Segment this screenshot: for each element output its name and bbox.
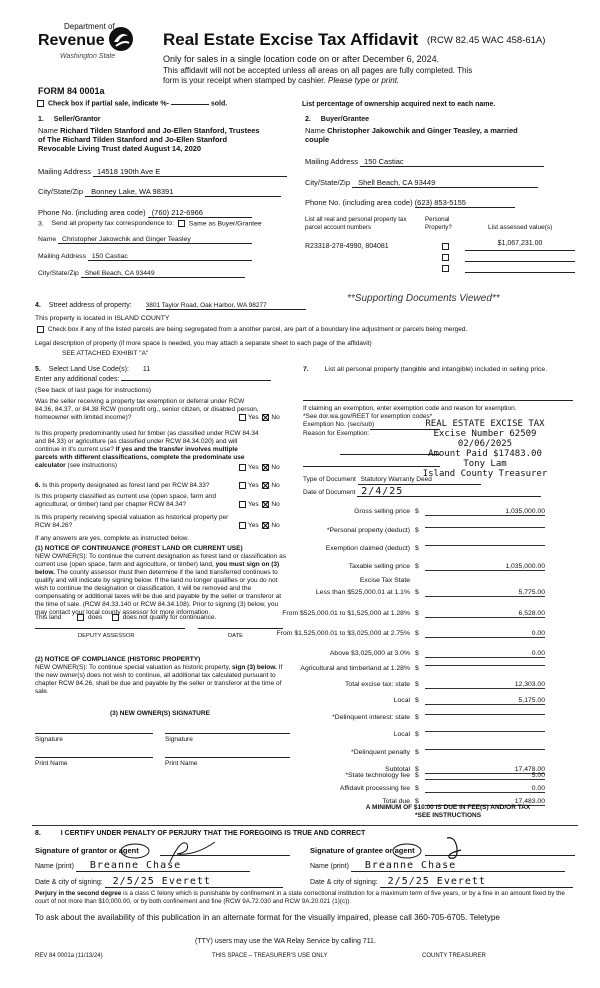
owner-signature-line-2[interactable] bbox=[165, 733, 290, 734]
perjury-bold: Perjury in the second degree bbox=[35, 890, 122, 897]
dollar-sign: $ bbox=[415, 527, 419, 534]
dollar-sign: $ bbox=[415, 610, 419, 617]
calc-value-field[interactable] bbox=[425, 545, 545, 546]
q2-no-label: No bbox=[271, 464, 280, 472]
seller-city-row bbox=[38, 187, 281, 197]
calc-label: Gross selling price bbox=[354, 508, 410, 515]
does-not-label: does not qualify for continuance. bbox=[122, 614, 217, 622]
q1-yes-checkbox[interactable] bbox=[239, 414, 246, 421]
q6-no-checkbox[interactable] bbox=[262, 482, 269, 489]
calc-row bbox=[300, 749, 550, 759]
q6c-answers bbox=[237, 522, 280, 530]
subtitle-3 bbox=[163, 76, 399, 85]
stamp-line-2: Excise Number 62509 bbox=[433, 429, 537, 439]
grantor-name-field[interactable]: Breanne Chase bbox=[76, 860, 250, 872]
partial-sale-label-b: sold. bbox=[210, 100, 228, 108]
calc-label: *State technology fee bbox=[345, 772, 410, 779]
q6b-answers bbox=[237, 501, 280, 509]
rev-number: REV 84 0001a (11/13/24) bbox=[35, 953, 103, 959]
subtitle-3b: Please type or print. bbox=[327, 76, 400, 85]
calc-row bbox=[300, 650, 550, 660]
same-as-buyer-label: Same as Buyer/Grantee bbox=[188, 220, 262, 228]
q1-no-label: No bbox=[271, 414, 280, 422]
dollar-sign: $ bbox=[415, 772, 419, 779]
dollar-sign: $ bbox=[415, 766, 419, 773]
parcel-col-2b: Property? bbox=[425, 224, 452, 231]
parcel-col-2 bbox=[425, 216, 452, 232]
buyer-mailing-row bbox=[305, 157, 544, 167]
exemption-see: *See dor.wa.gov/REET for exemption codes* bbox=[303, 413, 433, 420]
certify-text: I CERTIFY UNDER PENALTY OF PERJURY THAT THE FOREGOING IS TRUE AND CORRECT bbox=[60, 830, 366, 837]
dollar-sign: $ bbox=[415, 731, 419, 738]
same-as-buyer-checkbox[interactable] bbox=[178, 220, 185, 227]
grantee-date-label: Date & city of signing: bbox=[310, 879, 378, 886]
seller-phone-field[interactable]: (760) 212-6966 bbox=[148, 208, 252, 218]
type-doc-label: Type of Document bbox=[303, 476, 356, 483]
q2-yes-checkbox[interactable] bbox=[239, 464, 246, 471]
q1-answers bbox=[237, 414, 280, 422]
question-exemption: Was the seller receiving a property tax exemption or deferral under RCW 84.36, 84.37, or 84.38 RCW (nonprofit org., senior citizen, or disabled person, homeowner with limited income)? bbox=[35, 398, 259, 421]
buyer-num: 2. bbox=[305, 116, 311, 123]
calc-value-field[interactable]: 12,303.00 bbox=[425, 681, 545, 689]
buyer-phone-row bbox=[305, 198, 515, 208]
seller-mailing-row bbox=[38, 167, 287, 177]
segregated-row bbox=[35, 326, 467, 333]
calc-label: Local bbox=[393, 731, 410, 738]
calc-value-field[interactable]: 1,035,000.00 bbox=[425, 563, 545, 571]
grantee-date-field[interactable]: 2/5/25 Everett bbox=[380, 876, 573, 888]
grantor-date-label: Date & city of signing: bbox=[35, 879, 103, 886]
assessed-value-field[interactable] bbox=[465, 251, 575, 262]
see-back: (See back of last page for instructions) bbox=[35, 387, 151, 394]
perjury-body: is a class C felony which is punishable by confinement in a state correctional institution for a maximum term of five years, or by a fine in an amount fixed by the court of not more than $10,000.00, or by both confinement and fine (RCW 9A.72.030 and RCW 9A.20.021 (1)(c)). bbox=[35, 890, 565, 905]
seller-city-field[interactable]: Bonney Lake, WA 98391 bbox=[85, 187, 281, 197]
treasurer-stamp bbox=[420, 419, 550, 479]
send-mailing-field[interactable]: 150 Castiac bbox=[88, 253, 252, 261]
calc-label: Taxable selling price bbox=[348, 563, 410, 570]
send-name-field[interactable]: Christopher Jakowchik and Ginger Teasley bbox=[58, 236, 252, 244]
land-use-label: Select Land Use Code(s): bbox=[48, 366, 129, 373]
segregated-checkbox[interactable] bbox=[37, 326, 44, 333]
grantor-name-row bbox=[35, 860, 250, 872]
calc-label: Excise Tax State bbox=[359, 577, 410, 584]
partial-sale-checkbox[interactable] bbox=[37, 100, 44, 107]
buyer-name-label: Name bbox=[305, 126, 326, 135]
assessed-value-field[interactable]: $1,067,231.00 bbox=[465, 240, 575, 251]
send-city-row bbox=[38, 270, 245, 278]
property-label: Street address of property: bbox=[48, 302, 132, 309]
personal-num: 7. bbox=[303, 366, 309, 373]
question-timber bbox=[35, 430, 260, 470]
type-doc-field[interactable]: Statutory Warranty Deed bbox=[358, 476, 481, 485]
calc-label: Affidavit processing fee bbox=[339, 785, 410, 792]
seller-heading-text: Seller/Grantor bbox=[53, 116, 101, 123]
calc-label: Agricultural and timberland at 1.28% bbox=[300, 665, 410, 672]
notice-continuance-title: (1) NOTICE OF CONTINUANCE (FOREST LAND OR CURRENT USE) bbox=[35, 545, 243, 552]
personal-property-checkbox[interactable] bbox=[442, 254, 449, 261]
calc-value-field[interactable]: 5.00 bbox=[425, 772, 545, 780]
notice2-body-a: NEW OWNER(S): To continue special valuation as historic property, bbox=[35, 664, 232, 671]
buyer-name-block bbox=[305, 126, 585, 144]
dollar-sign: $ bbox=[415, 785, 419, 792]
q6c-no-checkbox[interactable] bbox=[262, 522, 269, 529]
parcel-col-1 bbox=[305, 216, 406, 232]
perjury-text bbox=[35, 890, 580, 906]
print-name-label-2: Print Name bbox=[165, 760, 198, 767]
certify-num: 8. bbox=[35, 830, 41, 837]
partial-sale-label-a: Check box if partial sale, indicate %- bbox=[47, 100, 169, 108]
q6b-yes-label: Yes bbox=[248, 501, 259, 509]
deputy-date-line[interactable] bbox=[198, 628, 283, 629]
county-treasurer: COUNTY TREASURER bbox=[422, 953, 486, 959]
parcel-col-1b: parcel account numbers bbox=[305, 224, 372, 231]
form-number: FORM 84 0001a bbox=[38, 86, 105, 96]
calc-row bbox=[276, 630, 550, 640]
subtitle-3a: form is your receipt when stamped by cashier. bbox=[163, 76, 326, 85]
does-checkbox[interactable] bbox=[77, 614, 84, 621]
personal-property-row bbox=[303, 366, 547, 373]
notice1-body-a: NEW OWNER(S): To continue the current designation as forest land or classification as current use (open space, farm and agriculture, or timber) land, bbox=[35, 553, 286, 568]
calc-row bbox=[282, 610, 550, 620]
calc-value-field[interactable]: 0.00 bbox=[425, 650, 545, 658]
calc-value-field[interactable] bbox=[425, 527, 545, 528]
notice1-body-c: The county assessor must then determine if the land transferred continues to qualify and will indicate by signing below. If the land no longer qualifies or you do not wish to continue the designation or classification, it will be removed and the compensating or additional taxes will be due and payable by the seller or transferor at the time of sale. (RCW 84.33.140 or RCW 84.34.108). Prior to signing (3) below, you may contact your local county assessor for more information. bbox=[35, 569, 282, 616]
send-row bbox=[38, 220, 262, 227]
calc-value-field[interactable]: 0.00 bbox=[425, 630, 545, 638]
seller-mailing-field[interactable]: 14518 190th Ave E bbox=[93, 167, 287, 177]
question-historic: Is this property receiving special valuation as historical property per RCW 84.26? bbox=[35, 514, 229, 529]
calc-label: Total due bbox=[382, 798, 410, 805]
parcel-col-3: List assessed value(s) bbox=[488, 224, 553, 231]
deputy-assessor-label: DEPUTY ASSESSOR bbox=[78, 633, 135, 639]
calc-label: From $525,000.01 to $1,525,000 at 1.28% bbox=[282, 610, 410, 617]
land-use-code-field[interactable]: 11 bbox=[142, 366, 151, 373]
question-timber-a: Is this property predominantly used for timber (as classified under RCW 84.34 and 84.33) or agriculture (as classified under RCW 84.34.020) and will continue in it's current use? bbox=[35, 430, 259, 453]
q6b-no-checkbox[interactable] bbox=[262, 501, 269, 508]
notice-continuance-body bbox=[35, 553, 290, 617]
grantor-date-field[interactable]: 2/5/25 Everett bbox=[105, 876, 283, 888]
print-name-label-1: Print Name bbox=[35, 760, 68, 767]
q6-no-label: No bbox=[271, 482, 280, 490]
calc-value-field[interactable]: 6,528.00 bbox=[425, 610, 545, 618]
grantee-signature-label: Signature of grantee or agent bbox=[310, 846, 415, 855]
property-address-row bbox=[35, 302, 306, 310]
dollar-sign: $ bbox=[415, 630, 419, 637]
calc-label: Total excise tax: state bbox=[345, 681, 410, 688]
print-name-line-2[interactable] bbox=[165, 757, 290, 758]
buyer-mailing-label: Mailing Address bbox=[305, 157, 358, 166]
send-num: 3. bbox=[38, 220, 44, 228]
dollar-sign: $ bbox=[415, 545, 419, 552]
q6b-yes-checkbox[interactable] bbox=[239, 501, 246, 508]
buyer-phone-field[interactable]: (623) 853-5155 bbox=[415, 198, 515, 208]
date-doc-label: Date of Document bbox=[303, 489, 356, 496]
logo-line3: Washington State bbox=[60, 53, 116, 60]
signature-label-2: Signature bbox=[165, 736, 193, 743]
seller-name-field[interactable]: Richard Tilden Stanford and Jo-Ellen Stanford, Trustees bbox=[60, 126, 260, 135]
stamp-line-1: REAL ESTATE EXCISE TAX bbox=[425, 419, 545, 429]
q6-yes-label: Yes bbox=[248, 482, 259, 490]
page-title: Real Estate Excise Tax Affidavit bbox=[163, 30, 419, 49]
legal-description-label: Legal description of property (if more space is needed, you may attach a separate sheet to each page of the affidavit) bbox=[35, 340, 372, 347]
send-city-label: City/State/Zip bbox=[38, 270, 79, 277]
seller-name-block bbox=[38, 126, 300, 153]
rcw-reference: (RCW 82.45 WAC 458-61A) bbox=[427, 35, 546, 46]
q6-num: 6. bbox=[35, 482, 41, 489]
additional-codes-label: Enter any additional codes: bbox=[35, 376, 120, 383]
calc-value-field[interactable]: 17,483.00 bbox=[425, 798, 545, 806]
seller-name-field-3[interactable]: Revocable Living Trust dated August 14, 2020 bbox=[38, 144, 202, 153]
calc-value-field[interactable]: 5,775.00 bbox=[425, 589, 545, 597]
calc-row bbox=[300, 681, 550, 691]
q6c-yes-checkbox[interactable] bbox=[239, 522, 246, 529]
calc-row bbox=[300, 563, 550, 573]
logo bbox=[38, 20, 138, 70]
calc-label: *Delinquent interest: state bbox=[332, 714, 410, 721]
calc-value-field[interactable] bbox=[425, 731, 545, 732]
subtitle-2: This affidavit will not be accepted unless all areas on all pages are fully completed. This bbox=[163, 66, 473, 75]
dollar-sign: $ bbox=[415, 665, 419, 672]
buyer-city-field[interactable]: Shell Beach, CA 93449 bbox=[352, 178, 538, 188]
partial-sale-row bbox=[35, 100, 227, 107]
q6-yes-checkbox[interactable] bbox=[239, 482, 246, 489]
additional-codes-row bbox=[35, 376, 271, 383]
question-timber-b: If yes and the transfer involves multiple parcels with different classifications, complete the predominate use calculator bbox=[35, 446, 245, 469]
logo-swirl-icon bbox=[108, 26, 134, 52]
parcel-col-2a: Personal bbox=[425, 216, 450, 223]
calc-value-field[interactable] bbox=[425, 749, 545, 750]
send-mailing-row bbox=[38, 253, 252, 261]
calc-row bbox=[300, 527, 550, 537]
grantor-date-row bbox=[35, 876, 283, 888]
this-land-label: This land bbox=[35, 614, 62, 622]
buyer-heading bbox=[305, 116, 369, 123]
calc-label: Above $3,025,000 at 3.0% bbox=[329, 650, 410, 657]
calc-label: Subtotal bbox=[385, 766, 410, 773]
calc-row bbox=[300, 731, 550, 741]
type-of-document-row bbox=[303, 476, 481, 485]
dollar-sign: $ bbox=[415, 697, 419, 704]
personal-label: List all personal property (tangible and intangible) included in selling price. bbox=[324, 366, 548, 373]
buyer-city-row bbox=[305, 178, 538, 188]
q2-yes-label: Yes bbox=[248, 464, 259, 472]
deputy-assessor-line[interactable] bbox=[35, 628, 185, 629]
dollar-sign: $ bbox=[415, 798, 419, 805]
dollar-sign: $ bbox=[415, 681, 419, 688]
additional-codes-field[interactable] bbox=[121, 380, 271, 381]
deputy-date-label: DATE bbox=[228, 633, 244, 639]
tty-note: (TTY) users may use the WA Relay Service by calling 711. bbox=[195, 938, 376, 945]
buyer-heading-text: Buyer/Grantee bbox=[320, 116, 370, 123]
calc-label: *Delinquent penalty bbox=[351, 749, 410, 756]
calc-label: Exemption claimed (deduct) bbox=[325, 545, 410, 552]
does-label: does bbox=[88, 614, 103, 622]
buyer-name-field-2[interactable]: couple bbox=[305, 135, 330, 144]
grantor-signature-label: Signature of grantor or agent bbox=[35, 846, 139, 855]
parcel-col-1a: List all real and personal property tax bbox=[305, 216, 407, 223]
stamp-line-6: Island County Treasurer bbox=[422, 469, 548, 479]
seller-phone-row bbox=[38, 208, 252, 218]
signature-label-1: Signature bbox=[35, 736, 63, 743]
dollar-sign: $ bbox=[415, 589, 419, 596]
personal-property-checkbox[interactable] bbox=[442, 243, 449, 250]
grantee-name-label: Name (print) bbox=[310, 863, 349, 870]
question-timber-c: (see instructions) bbox=[67, 462, 118, 469]
calc-row bbox=[300, 697, 550, 707]
dollar-sign: $ bbox=[415, 749, 419, 756]
date-doc-field[interactable]: 2/4/25 bbox=[357, 488, 541, 497]
does-not-checkbox[interactable] bbox=[112, 614, 119, 621]
question-current-use: Is this property classified as current use (open space, farm and agricultural, or timber) land per chapter RCW 84.34? bbox=[35, 493, 217, 508]
calc-row bbox=[300, 577, 550, 587]
personal-property-field[interactable] bbox=[303, 400, 573, 401]
send-name-row bbox=[38, 236, 252, 244]
calc-value-field[interactable]: 5,175.00 bbox=[425, 697, 545, 705]
q2-no-checkbox[interactable] bbox=[262, 464, 269, 471]
send-label: Send all property tax correspondence to: bbox=[51, 220, 174, 228]
county-line: This property is located in ISLAND COUNTY bbox=[35, 315, 170, 322]
buyer-name-field[interactable]: Christopher Jakowchik and Ginger Teasley, a married bbox=[327, 126, 518, 135]
send-mailing-label: Mailing Address bbox=[38, 253, 86, 260]
stamp-line-5: Tony Lam bbox=[463, 459, 507, 469]
alternate-format: To ask about the availability of this publication in an alternate format for the visually impaired, please call 360-705-6705. Teletype bbox=[35, 913, 500, 922]
assessed-value-field[interactable] bbox=[465, 262, 575, 273]
exemption-code-label: Exemption No. (sec/sub) bbox=[303, 421, 375, 428]
calc-row bbox=[300, 508, 550, 518]
notice2-body-c: If the new owner(s) does not wish to continue, all additional tax calculated pursuant to chapter RCW 84.26, shall be due and payable by the seller or transferor at the time of sale. bbox=[35, 664, 283, 695]
dollar-sign: $ bbox=[415, 650, 419, 657]
new-owner-signature-title: (3) NEW OWNER(S) SIGNATURE bbox=[110, 710, 210, 717]
calc-value-field[interactable] bbox=[425, 714, 545, 715]
dollar-sign: $ bbox=[415, 714, 419, 721]
land-use-num: 5. bbox=[35, 366, 41, 373]
date-of-document-row bbox=[303, 488, 541, 497]
if-any-yes: If any answers are yes, complete as instructed below. bbox=[35, 535, 189, 542]
notice2-body-b: sign (3) below. bbox=[232, 664, 277, 671]
land-use-row bbox=[35, 366, 150, 373]
property-num: 4. bbox=[35, 302, 41, 309]
certify-divider bbox=[32, 825, 578, 826]
seller-name-field-2[interactable]: of The Richard Tilden Stanford and Jo-Ellen Stanford bbox=[38, 135, 228, 144]
seller-city-label: City/State/Zip bbox=[38, 187, 84, 196]
calc-label: From $1,525,000.01 to $3,025,000 at 2.75% bbox=[276, 630, 410, 637]
calc-row bbox=[300, 545, 550, 555]
calc-label: *Personal property (deduct) bbox=[326, 527, 410, 534]
seller-num: 1. bbox=[38, 116, 44, 123]
q6-answers bbox=[237, 482, 280, 490]
segregated-label: Check box if any of the listed parcels are being segregated from a another parcel, are part of a boundary line adjustment or parcels being merged. bbox=[47, 326, 468, 334]
q6c-yes-label: Yes bbox=[248, 522, 259, 530]
grantee-name-row bbox=[310, 860, 565, 872]
buyer-city-label: City/State/Zip bbox=[305, 178, 351, 187]
calc-row bbox=[300, 665, 550, 675]
calc-value-field[interactable]: 0.00 bbox=[425, 785, 545, 793]
buyer-mailing-field[interactable]: 150 Castiac bbox=[360, 157, 544, 167]
seller-phone-label: Phone No. (including area code) bbox=[38, 208, 146, 217]
calc-row bbox=[300, 785, 550, 795]
calc-value-field[interactable] bbox=[425, 665, 545, 666]
owner-signature-line-1[interactable] bbox=[35, 733, 153, 734]
q1-no-checkbox[interactable] bbox=[262, 414, 269, 421]
minimum-line-1: A MINIMUM OF $10.00 IS DUE IN FEE(S) AND/OR TAX bbox=[365, 804, 531, 811]
buyer-phone-label: Phone No. (including area code) bbox=[305, 198, 413, 207]
calc-row bbox=[300, 589, 550, 599]
logo-line2: Revenue bbox=[38, 32, 105, 49]
stamp-line-3: 02/06/2025 bbox=[457, 439, 513, 449]
parcel-personal-checkboxes bbox=[440, 241, 451, 274]
dollar-sign: $ bbox=[415, 508, 419, 515]
seller-name-label: Name bbox=[38, 126, 59, 135]
exemption-reason-label: Reason for Exemption: bbox=[303, 430, 370, 437]
q6b-no-label: No bbox=[271, 501, 280, 509]
ownership-note: List percentage of ownership acquired next to each name. bbox=[302, 101, 496, 108]
notice-compliance-title: (2) NOTICE OF COMPLIANCE (HISTORIC PROPERTY) bbox=[35, 656, 201, 663]
stamp-line-4: Amount Paid $17483.00 bbox=[428, 449, 542, 459]
continuance-row bbox=[35, 614, 216, 622]
minimum-line-2: *SEE INSTRUCTIONS bbox=[414, 812, 482, 819]
supporting-docs-stamp: **Supporting Documents Viewed** bbox=[347, 293, 500, 304]
grantee-name-field[interactable]: Breanne Chase bbox=[351, 860, 565, 872]
q1-yes-label: Yes bbox=[248, 414, 259, 422]
q2-answers bbox=[237, 464, 280, 472]
parcel-number[interactable]: R23318-278-4990, 804081 bbox=[305, 243, 389, 250]
calc-value-field[interactable]: 17,478.00 bbox=[425, 766, 545, 774]
calc-label: Local bbox=[393, 697, 410, 704]
assessed-values bbox=[465, 240, 575, 273]
calc-row bbox=[300, 714, 550, 724]
question-forest bbox=[35, 482, 260, 490]
seller-mailing-label: Mailing Address bbox=[38, 167, 91, 176]
exemption-claim: If claiming an exemption, enter exemption code and reason for exemption. bbox=[303, 405, 517, 412]
q6-text: Is this property designated as forest land per RCW 84.33? bbox=[42, 482, 210, 489]
partial-percent-field[interactable] bbox=[171, 104, 209, 105]
q6c-no-label: No bbox=[271, 522, 280, 530]
grantor-name-label: Name (print) bbox=[35, 863, 74, 870]
notice-compliance-body bbox=[35, 664, 290, 696]
send-name-label: Name bbox=[38, 236, 57, 243]
send-city-field[interactable]: Shell Beach, CA 93449 bbox=[81, 270, 245, 278]
property-address-field[interactable]: 3801 Taylor Road, Oak Harbor, WA 98277 bbox=[146, 302, 306, 310]
exhibit-text[interactable]: SEE ATTACHED EXHIBIT "A" bbox=[62, 350, 149, 357]
subtitle-1: Only for sales in a single location code on or after December 6, 2024. bbox=[163, 54, 440, 64]
treasurer-space: THIS SPACE – TREASURER'S USE ONLY bbox=[212, 953, 328, 959]
notice1-body-b: you must sign on (3) below. bbox=[35, 561, 280, 576]
minimum-note bbox=[318, 804, 578, 820]
logo-line1: Department of bbox=[64, 22, 115, 31]
grantee-date-row bbox=[310, 876, 573, 888]
calc-row bbox=[300, 772, 550, 782]
dollar-sign: $ bbox=[415, 563, 419, 570]
print-name-line-1[interactable] bbox=[35, 757, 153, 758]
seller-heading bbox=[38, 116, 100, 123]
personal-property-checkbox[interactable] bbox=[442, 265, 449, 272]
calc-value-field[interactable]: 1,035,000.00 bbox=[425, 508, 545, 516]
calc-label: Less than $525,000.01 at 1.1% bbox=[315, 589, 410, 596]
